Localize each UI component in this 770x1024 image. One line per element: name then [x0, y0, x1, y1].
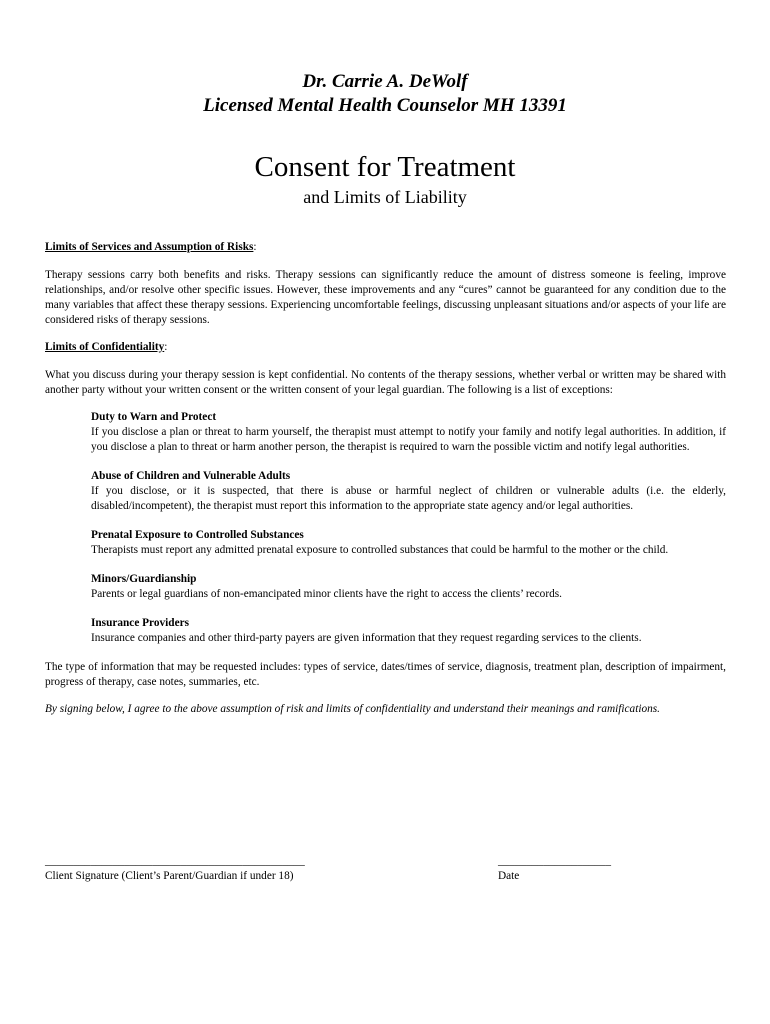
info-types-paragraph: The type of information that may be requested includes: types of service, dates/times of service, diagnosis, treatment plan, description of impairment, progress of therapy, case notes, summaries, etc. — [45, 661, 726, 688]
exception-title: Duty to Warn and Protect — [91, 411, 217, 423]
client-signature-label: Client Signature (Client’s Parent/Guardian if under 18) — [45, 870, 294, 882]
exception-text: Therapists must report any admitted prenatal exposure to controlled substances that could be harmful to the mother or the child. — [91, 544, 669, 556]
client-signature-line[interactable]: ______________________________________________ — [45, 855, 305, 867]
exception-title: Abuse of Children and Vulnerable Adults — [91, 470, 291, 482]
services-heading-text: Limits of Services and Assumption of Risks — [45, 241, 254, 253]
letterhead — [0, 70, 770, 118]
client-signature-field[interactable] — [45, 854, 305, 884]
exception-item — [91, 528, 726, 558]
confidentiality-heading: Limits of Confidentiality: — [45, 341, 168, 353]
exception-text: Parents or legal guardians of non-emancipated minor clients have the right to access the clients’ records. — [91, 588, 562, 600]
exception-item — [91, 410, 726, 455]
exception-text: If you disclose, or it is suspected, that there is abuse or harmful neglect of children or vulnerable adults (i.e. the elderly, disabled/incompetent), the therapist must report this information to the appropriate state agency and/or legal authorities. — [91, 485, 726, 512]
exception-title: Prenatal Exposure to Controlled Substances — [91, 529, 304, 541]
confidentiality-heading-text: Limits of Confidentiality — [45, 341, 165, 353]
confidentiality-paragraph: What you discuss during your therapy session is kept confidential. No contents of the therapy sessions, whether verbal or written may be shared with another party without your written consent or the written consent of your legal guardian. The following is a list of exceptions: — [45, 369, 726, 396]
exception-text: If you disclose a plan or threat to harm yourself, the therapist must attempt to notify your family and notify legal authorities. In addition, if you disclose a plan to threat or harm another person, the therapist is required to warn the possible victim and notify legal authorities. — [91, 426, 726, 453]
exception-title: Insurance Providers — [91, 617, 190, 629]
signature-block — [45, 854, 726, 894]
services-paragraph: Therapy sessions carry both benefits and risks. Therapy sessions can significantly reduce the amount of distress someone is feeling, improve relationships, and/or resolve other specific issues. However, these improvements and any “cures” cannot be guaranteed for any condition due to the many variables that affect these therapy sessions. Experiencing uncomfortable feelings, discussing unpleasant situations and/or aspects of your life are considered risks of therapy sessions. — [45, 269, 726, 326]
document-body — [45, 240, 726, 729]
exception-item — [91, 616, 726, 646]
exception-title: Minors/Guardianship — [91, 573, 197, 585]
exception-text: Insurance companies and other third-party payers are given information that they request regarding services to the clients. — [91, 632, 642, 644]
counselor-name: Dr. Carrie A. DeWolf — [302, 71, 468, 92]
services-heading: Limits of Services and Assumption of Risks: — [45, 241, 257, 253]
document-subtitle: and Limits of Liability — [303, 187, 467, 207]
document-title: Consent for Treatment — [254, 151, 516, 183]
exception-item — [91, 469, 726, 514]
counselor-credential: Licensed Mental Health Counselor MH 13391 — [203, 95, 567, 116]
date-field[interactable] — [498, 854, 611, 884]
agreement-statement: By signing below, I agree to the above assumption of risk and limits of confidentiality and understand their meanings and ramifications. — [45, 703, 661, 715]
exception-item — [91, 572, 726, 602]
date-line[interactable]: ____________________ — [498, 855, 611, 867]
date-label: Date — [498, 870, 520, 882]
